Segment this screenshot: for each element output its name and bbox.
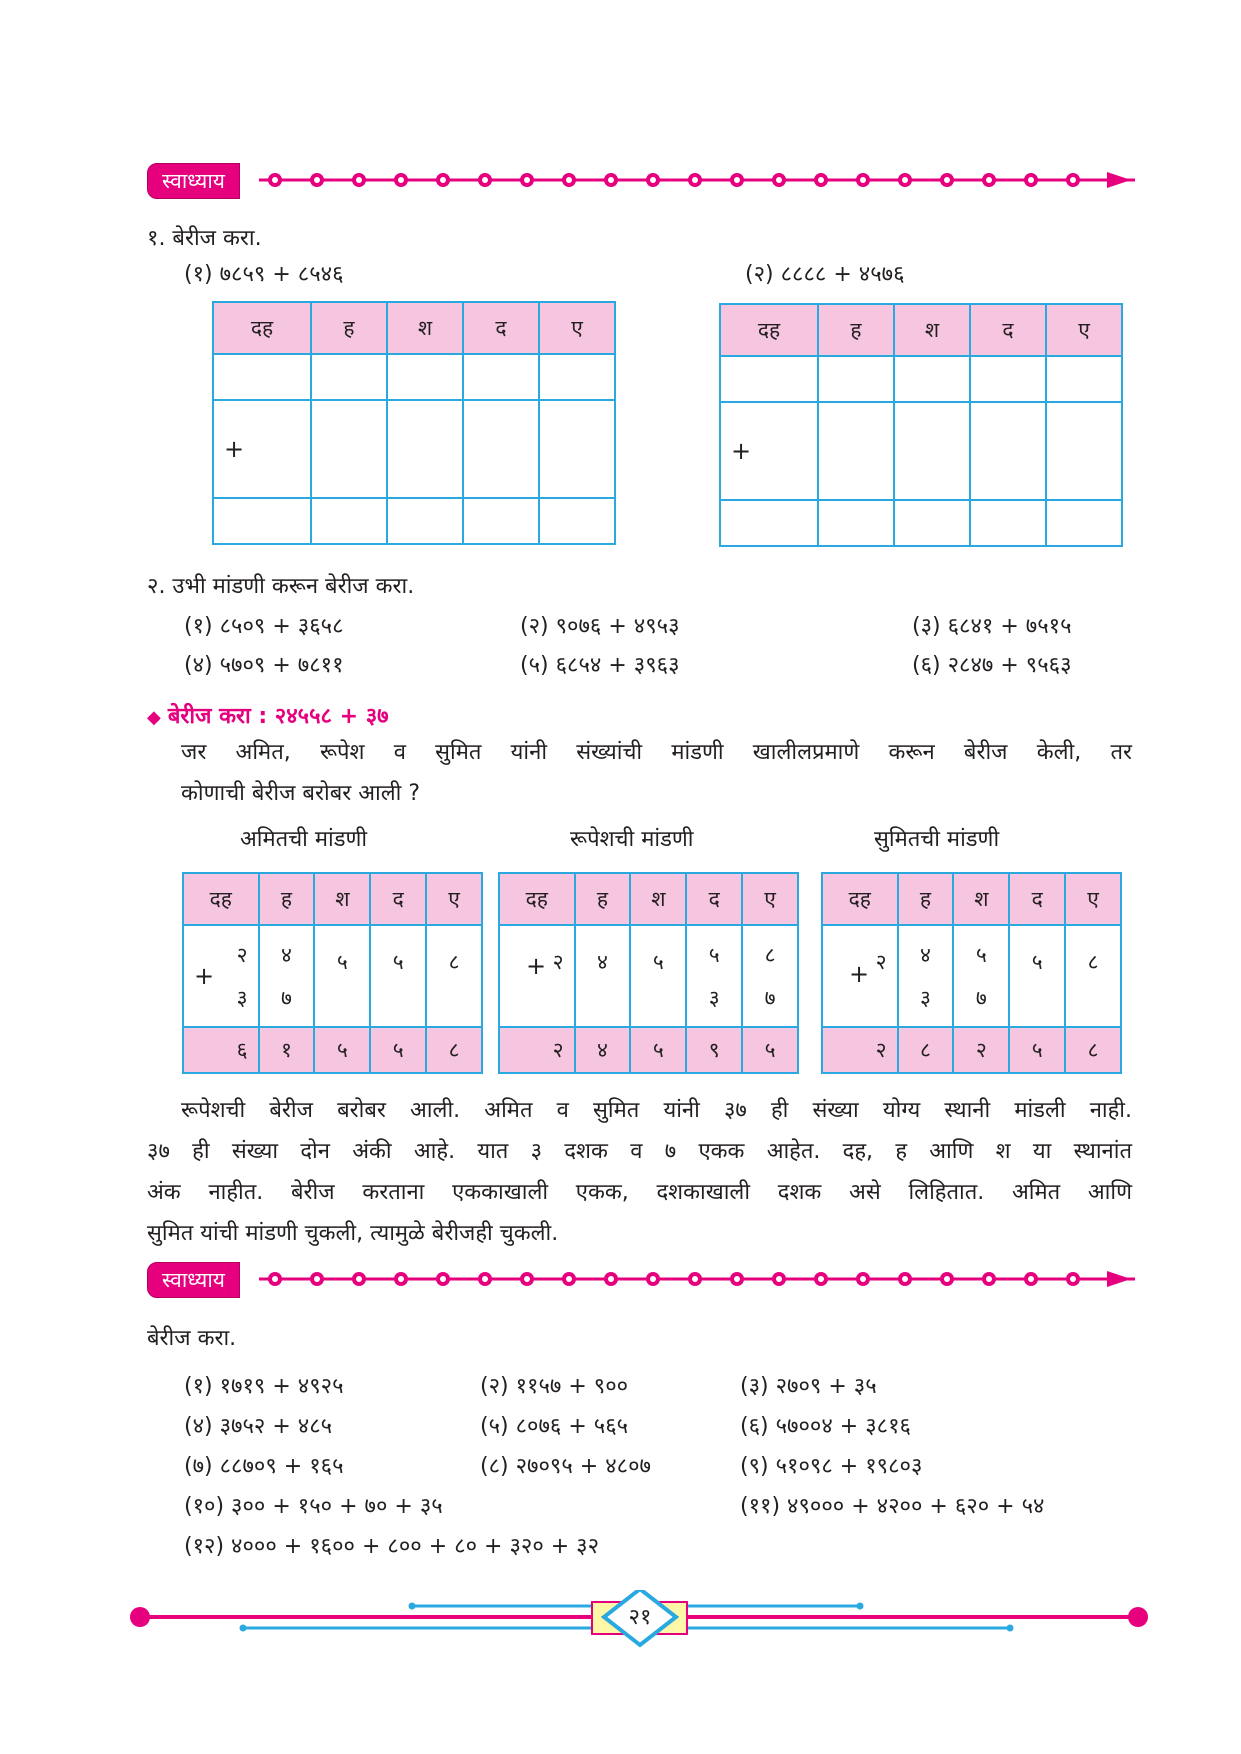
digit: ५	[336, 949, 348, 974]
sum-digit: २	[822, 1027, 898, 1073]
q2-item: (५) ६८५४ + ३९६३	[520, 653, 680, 678]
digit: ८	[448, 949, 460, 974]
header-hundreds: श	[953, 873, 1009, 925]
exercise2-item: (५) ८०७६ + ५६५	[480, 1414, 629, 1439]
q1-part-b: (२) ८८८८ + ४५७६	[745, 262, 905, 287]
sum-digit: ८	[898, 1027, 954, 1073]
header-thousands: ह	[898, 873, 954, 925]
chain-ornament	[259, 1262, 1145, 1296]
exercise-banner-1	[147, 163, 1145, 199]
blank-cell[interactable]	[387, 400, 463, 498]
exercise2-item: (३) २७०९ + ३५	[740, 1374, 877, 1399]
digit: ८	[764, 942, 776, 967]
blank-cell[interactable]	[970, 402, 1046, 500]
question-line: कोणाची बेरीज बरोबर आली ?	[181, 781, 421, 806]
example-heading	[147, 700, 389, 730]
header-ones: ए	[1046, 304, 1122, 356]
place-value-table-b	[719, 303, 1123, 547]
header-ten-thousands: दह	[822, 873, 898, 925]
blank-cell[interactable]	[720, 356, 818, 402]
amit-table	[182, 872, 483, 1074]
sum-digit: ५	[1009, 1027, 1065, 1073]
sum-digit: ६	[183, 1027, 259, 1073]
digit-cell	[499, 925, 575, 1027]
exercise2-item: (७) ८८७०९ + १६५	[184, 1454, 344, 1479]
header-ones: ए	[539, 302, 615, 354]
place-value-table-a	[212, 301, 616, 545]
blank-cell[interactable]	[539, 400, 615, 498]
q2-item: (३) ६८४१ + ७५१५	[912, 614, 1072, 639]
result-cell[interactable]	[387, 498, 463, 544]
header-hundreds: श	[387, 302, 463, 354]
blank-cell[interactable]	[818, 402, 894, 500]
header-ten-thousands: दह	[720, 304, 818, 356]
digit-cell	[630, 925, 686, 1027]
sum-digit: ५	[742, 1027, 798, 1073]
header-thousands: ह	[575, 873, 631, 925]
digit: ३	[236, 985, 248, 1010]
plus-sign: +	[849, 960, 870, 988]
sum-digit: १	[259, 1027, 315, 1073]
sum-digit: २	[499, 1027, 575, 1073]
header-ones: ए	[1065, 873, 1121, 925]
blank-cell[interactable]	[213, 354, 311, 400]
exercise-label: स्वाध्याय	[147, 1262, 240, 1298]
header-hundreds: श	[894, 304, 970, 356]
amit-title: अमितची मांडणी	[240, 827, 368, 852]
header-hundreds: श	[314, 873, 370, 925]
blank-cell[interactable]	[1046, 356, 1122, 402]
rupesh-table	[498, 872, 799, 1074]
digit: ८	[1087, 949, 1099, 974]
header-ten-thousands: दह	[183, 873, 259, 925]
header-ones: ए	[426, 873, 482, 925]
digit: ५	[975, 942, 987, 967]
digit: ४	[597, 949, 608, 974]
blank-cell[interactable]	[311, 354, 387, 400]
q2-item: (२) ९०७६ + ४९५३	[520, 614, 680, 639]
header-ten-thousands: दह	[499, 873, 575, 925]
digit-cell	[686, 925, 742, 1027]
header-tens: द	[970, 304, 1046, 356]
digit-cell	[1009, 925, 1065, 1027]
q2-item: (६) २८४७ + ९५६३	[912, 653, 1072, 678]
exercise-banner-2	[147, 1262, 1145, 1298]
result-cell[interactable]	[463, 498, 539, 544]
header-tens: द	[1009, 873, 1065, 925]
explanation-line: ३७ ही संख्या दोन अंकी आहे. यात ३ दशक व ७ एकक आहेत. दह, ह आणि श या स्थानांत	[147, 1139, 1132, 1164]
result-cell[interactable]	[818, 500, 894, 546]
plus-sign: +	[194, 962, 215, 990]
digit-cell	[183, 925, 259, 1027]
sumit-title: सुमितची मांडणी	[874, 827, 1000, 852]
sum-digit: ८	[1065, 1027, 1121, 1073]
explanation-paragraph	[147, 1090, 1132, 1254]
sum-digit: ५	[370, 1027, 426, 1073]
result-cell[interactable]	[213, 498, 311, 544]
header-thousands: ह	[259, 873, 315, 925]
explanation-line: रूपेशची बेरीज बरोबर आली. अमित व सुमित यांनी ३७ ही संख्या योग्य स्थानी मांडली नाही.	[181, 1098, 1132, 1123]
exercise2-item: (८) २७०९५ + ४८०७	[480, 1454, 651, 1479]
digit-cell	[314, 925, 370, 1027]
digit-cell	[898, 925, 954, 1027]
digit: २	[875, 949, 887, 974]
plus-sign: +	[224, 435, 245, 463]
explanation-line: सुमित यांची मांडणी चुकली, त्यामुळे बेरीजही चुकली.	[147, 1221, 559, 1246]
result-cell[interactable]	[970, 500, 1046, 546]
explanation-line: अंक नाहीत. बेरीज करताना एककाखाली एकक, दशकाखाली दशक असे लिहितात. अमित आणि	[147, 1180, 1132, 1205]
chain-ornament	[259, 163, 1145, 197]
digit: ४	[920, 942, 931, 967]
digit-cell	[426, 925, 482, 1027]
exercise2-title: बेरीज करा.	[147, 1326, 237, 1351]
plus-cell	[720, 402, 818, 500]
q2-title: २. उभी मांडणी करून बेरीज करा.	[147, 574, 415, 599]
blank-cell[interactable]	[818, 356, 894, 402]
sum-digit: ५	[630, 1027, 686, 1073]
digit: २	[236, 942, 248, 967]
digit: ३	[708, 985, 720, 1010]
diamond-bullet-icon: ◆	[147, 707, 161, 728]
exercise2-item: (९) ५१०९८ + १९८०३	[740, 1454, 923, 1479]
example-heading-text: बेरीज करा : २४५५८ + ३७	[167, 704, 389, 729]
digit-cell	[259, 925, 315, 1027]
digit-cell	[953, 925, 1009, 1027]
result-cell[interactable]	[894, 500, 970, 546]
q2-item: (४) ५७०९ + ७८११	[184, 653, 344, 678]
exercise-label: स्वाध्याय	[147, 163, 240, 199]
digit: ५	[1031, 949, 1043, 974]
result-cell[interactable]	[539, 498, 615, 544]
header-ones: ए	[742, 873, 798, 925]
result-cell[interactable]	[311, 498, 387, 544]
header-thousands: ह	[311, 302, 387, 354]
sum-digit: ५	[314, 1027, 370, 1073]
rupesh-title: रूपेशची मांडणी	[570, 827, 694, 852]
plus-sign: +	[731, 437, 752, 465]
q1-title: १. बेरीज करा.	[147, 226, 262, 251]
header-hundreds: श	[630, 873, 686, 925]
sum-digit: ९	[686, 1027, 742, 1073]
blank-cell[interactable]	[387, 354, 463, 400]
example-question	[181, 732, 1132, 814]
digit: ७	[975, 985, 987, 1010]
header-ten-thousands: दह	[213, 302, 311, 354]
result-cell[interactable]	[720, 500, 818, 546]
plus-sign: +	[526, 952, 547, 980]
blank-cell[interactable]	[311, 400, 387, 498]
digit: ५	[652, 949, 664, 974]
header-tens: द	[686, 873, 742, 925]
blank-cell[interactable]	[894, 402, 970, 500]
digit-cell	[1065, 925, 1121, 1027]
q1-part-a: (१) ७८५९ + ८५४६	[184, 262, 344, 287]
question-line: जर अमित, रूपेश व सुमित यांनी संख्यांची मांडणी खालीलप्रमाणे करून बेरीज केली, तर	[181, 740, 1132, 765]
exercise2-item: (१०) ३०० + १५० + ७० + ३५	[184, 1494, 443, 1519]
blank-cell[interactable]	[1046, 402, 1122, 500]
digit: ७	[281, 985, 292, 1010]
digit-cell	[575, 925, 631, 1027]
exercise2-item: (२) ११५७ + ९००	[480, 1374, 629, 1399]
exercise2-item: (११) ४९००० + ४२०० + ६२० + ५४	[740, 1494, 1045, 1519]
blank-cell[interactable]	[894, 356, 970, 402]
sum-digit: ८	[426, 1027, 482, 1073]
exercise2-item: (४) ३७५२ + ४८५	[184, 1414, 333, 1439]
q2-item: (१) ८५०९ + ३६५८	[184, 614, 344, 639]
digit-cell	[370, 925, 426, 1027]
digit-cell	[822, 925, 898, 1027]
sumit-table	[821, 872, 1122, 1074]
sum-digit: २	[953, 1027, 1009, 1073]
digit: ५	[392, 949, 404, 974]
header-thousands: ह	[818, 304, 894, 356]
blank-cell[interactable]	[970, 356, 1046, 402]
blank-cell[interactable]	[463, 354, 539, 400]
digit: ४	[281, 942, 292, 967]
result-cell[interactable]	[1046, 500, 1122, 546]
header-tens: द	[370, 873, 426, 925]
exercise2-item: (१२) ४००० + १६०० + ८०० + ८० + ३२० + ३२	[184, 1534, 600, 1559]
digit: २	[552, 949, 564, 974]
digit: ३	[920, 985, 931, 1010]
sum-digit: ४	[575, 1027, 631, 1073]
blank-cell[interactable]	[539, 354, 615, 400]
exercise2-item: (६) ५७००४ + ३८१६	[740, 1414, 911, 1439]
header-tens: द	[463, 302, 539, 354]
blank-cell[interactable]	[463, 400, 539, 498]
plus-cell	[213, 400, 311, 498]
digit: ५	[708, 942, 720, 967]
digit-cell	[742, 925, 798, 1027]
exercise2-item: (१) १७१९ + ४९२५	[184, 1374, 344, 1399]
page-number: २१	[628, 1605, 652, 1630]
digit: ७	[764, 985, 776, 1010]
